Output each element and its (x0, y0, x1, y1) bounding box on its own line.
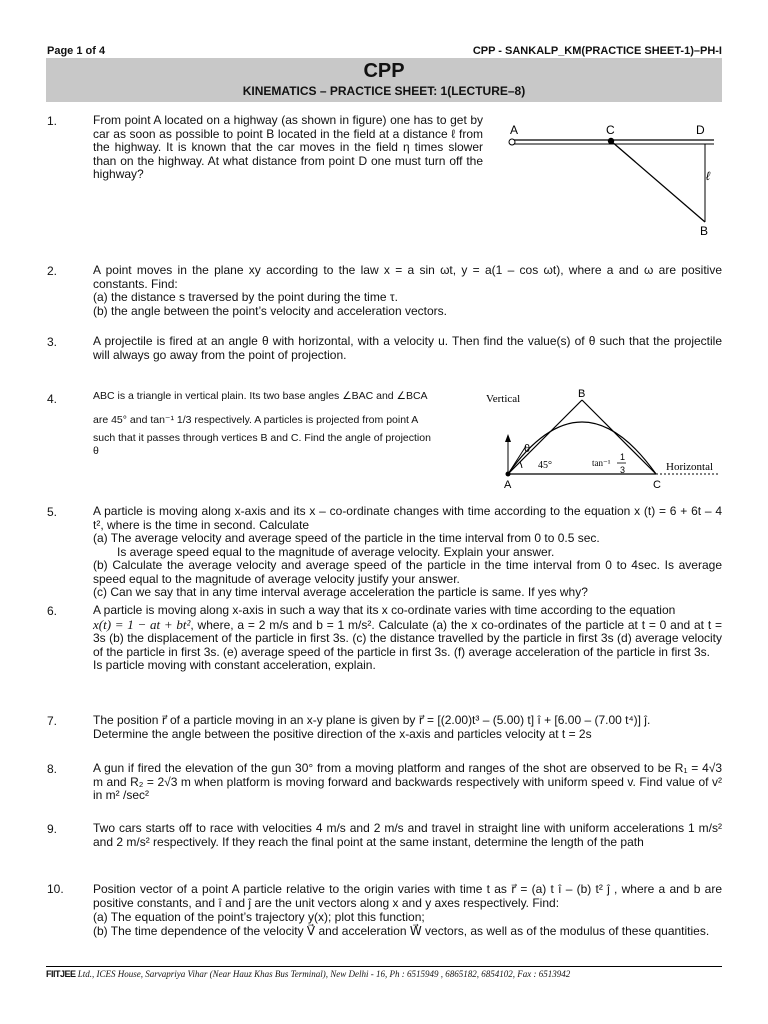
question-text: A particle is moving along x-axis in such a way that its x co-ordinate varies with time according to the equation (93, 603, 676, 617)
question-text: A gun if fired the elevation of the gun 30° from a moving platform and ranges of the shot are observed to be R₁ = 4√3 m and R₂ = 2√3 m when platform is moving forward and backwards respectively with uniform speed v. Find value of v² in m² /sec² (93, 761, 722, 802)
question-text: , where, a = 2 m/s and b = 1 m/s². Calculate (a) the x co-ordinates of the particle at t = 0 and at t = 3s (b) the displacement of the particle in first 3s. (c) the distance travelled by the particle in first 3s (d) average velocity of the particle in first 3s. (e) average speed of the particle in first 3s. (f) average acceleration of the particle in first 3s. (93, 617, 722, 659)
question-text: A point moves in the plane xy according to the law x = a sin ωt, y = a(1 – cos ωt), where a and ω are positive constants. Find: (93, 263, 722, 291)
vertex-c-label: C (653, 479, 661, 491)
tan-inverse-label: tan⁻¹ (592, 458, 611, 468)
question-6 (93, 604, 722, 673)
vertex-a-label: A (504, 479, 512, 491)
question-number: 7. (47, 714, 58, 728)
question-part: (b) the angle between the point’s velocity and acceleration vectors. (93, 303, 447, 318)
question-5 (93, 505, 722, 600)
question-3 (93, 335, 722, 362)
question-text: A particle is moving along x-axis and its x – co-ordinate changes with time according to the equation x (t) = 6 + 6t – 4 t², where is the time in second. Calculate (93, 504, 722, 532)
question-10 (93, 882, 722, 938)
question-part: (a) The average velocity and average speed of the particle in the time interval from 0 to 0.5 sec. (93, 531, 600, 545)
fraction-numerator: 1 (620, 452, 626, 462)
projectile-triangle-figure (484, 388, 724, 492)
question-number: 3. (47, 335, 58, 349)
question-1 (93, 114, 483, 182)
question-text: From point A located on a highway (as shown in figure) one has to get by car as soon as possible to point B located in the field at a distance ℓ from the highway. It is known that the car moves in the field η times slower than on the highway. At what distance from point D one must turn off the highway? (93, 113, 483, 181)
question-text: θ (93, 445, 99, 457)
vertex-b-label: B (578, 388, 586, 400)
page-number: Page 1 of 4 (47, 45, 106, 57)
vertical-label: Vertical (486, 393, 521, 405)
question-text: are 45° and tan⁻¹ 1/3 respectively. A particles is projected from point A (93, 414, 419, 426)
question-text: Two cars starts off to race with velocities 4 m/s and 2 m/s and travel in straight line with uniform accelerations 1 m/s² and 2 m/s² respectively. If they reach the final point at the same instant, determine the length of the path (93, 821, 722, 849)
question-text: Determine the angle between the positive direction of the x-axis and particles velocity at t = 2s (93, 726, 592, 741)
question-number: 9. (47, 822, 58, 836)
question-number: 1. (47, 114, 58, 128)
question-number: 8. (47, 762, 58, 776)
footer-address: Ltd., ICES House, Sarvapriya Vihar (Near Hauz Khas Bus Terminal), New Delhi - 16, Ph : 6515949 , 6865182, 6854102, Fax : 6513942 (77, 969, 571, 979)
question-part: Is average speed equal to the magnitude of average velocity. Explain your answer. (117, 544, 555, 559)
point-c-label: C (606, 123, 615, 137)
question-number: 4. (47, 392, 58, 406)
question-9 (93, 822, 722, 849)
title-banner (46, 58, 722, 102)
question-text: Is particle moving with constant acceleration, explain. (93, 658, 376, 672)
question-text: ABC is a triangle in vertical plain. Its two base angles ∠BAC and ∠BCA (93, 390, 428, 402)
question-part: (c) Can we say that in any time interval average acceleration the particle is same. If yes why? (93, 585, 588, 599)
question-text: The position r⃗ of a particle moving in an x-y plane is given by r⃗ = [(2.00)t³ – (5.00) t] î + [6.00 – (7.00 t⁴)] ĵ. (93, 713, 651, 727)
question-part: (b) Calculate the average velocity and average speed of the particle in the time interval from 0 to 4sec. Is average speed equal to the magnitude of average velocity justify your answer. (93, 558, 722, 586)
highway-figure (500, 118, 730, 238)
question-number: 2. (47, 264, 58, 278)
question-text: such that it passes through vertices B and C. Find the angle of projection (93, 432, 431, 444)
question-number: 6. (47, 604, 58, 618)
question-7 (93, 714, 722, 741)
page-subtitle: KINEMATICS – PRACTICE SHEET: 1(LECTURE–8) (242, 84, 526, 98)
question-2 (93, 264, 722, 318)
question-number: 10. (47, 882, 64, 896)
angle-45-label: 45° (538, 460, 552, 471)
fiitjee-logo: FIITJEE (46, 969, 76, 979)
question-part: (b) The time dependence of the velocity V⃗ and acceleration W⃗ vectors, as well as of the modulus of these quantities. (93, 924, 710, 938)
footer (46, 966, 722, 979)
horizontal-label: Horizontal (666, 461, 714, 473)
sheet-code: CPP - SANKALP_KM(PRACTICE SHEET-1)–PH-I (472, 45, 722, 57)
question-8 (93, 762, 722, 803)
question-part: (a) The equation of the point’s trajectory y(x); plot this function; (93, 910, 425, 924)
point-d-label: D (696, 123, 705, 137)
question-number: 5. (47, 505, 58, 519)
question-4 (93, 384, 473, 458)
page-title: CPP (363, 60, 405, 82)
equation: x(t) = 1 − at + bt² (93, 616, 191, 632)
question-part: (a) the distance s traversed by the point during the time τ. (93, 290, 398, 304)
question-text: Position vector of a point A particle relative to the origin varies with time t as r⃗ = (a) t î – (b) t² ĵ , where a and b are positive constants, and î and ĵ are the unit vectors along x and y axes respectively. Find: (93, 882, 722, 910)
distance-l-label: ℓ (706, 169, 710, 183)
question-text: A projectile is fired at an angle θ with horizontal, with a velocity u. Then find the value(s) of θ such that the projectile will always go away from the point of projection. (93, 334, 722, 362)
theta-label: θ (524, 443, 531, 455)
fraction-denominator: 3 (620, 465, 626, 475)
point-b-label: B (700, 224, 709, 238)
point-a-label: A (510, 123, 519, 137)
